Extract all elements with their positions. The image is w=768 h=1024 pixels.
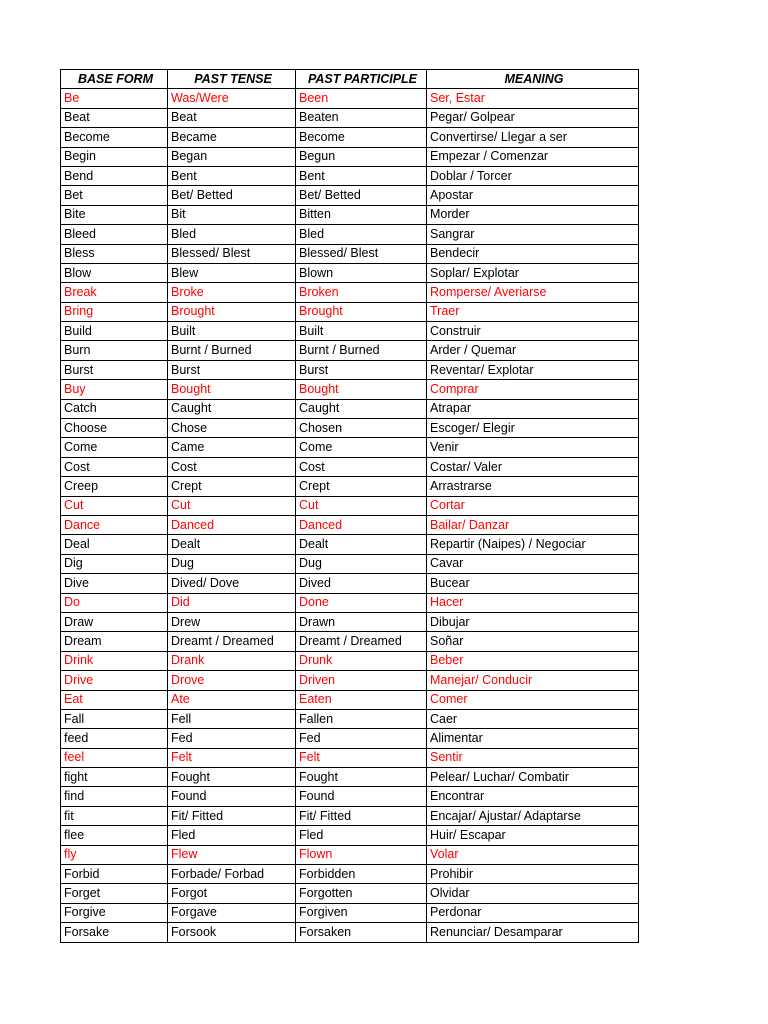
cell-past-tense: Bit: [168, 205, 296, 224]
irregular-verbs-table: [60, 69, 639, 943]
cell-base-form: Deal: [61, 535, 168, 554]
table-row: [61, 360, 639, 379]
cell-meaning: Beber: [427, 651, 639, 670]
cell-base-form: Become: [61, 128, 168, 147]
table-row: [61, 923, 639, 942]
cell-base-form: Bend: [61, 166, 168, 185]
cell-base-form: Bring: [61, 302, 168, 321]
cell-base-form: flee: [61, 826, 168, 845]
cell-meaning: Pegar/ Golpear: [427, 108, 639, 127]
cell-meaning: Bucear: [427, 574, 639, 593]
cell-past-participle: Forgotten: [296, 884, 427, 903]
cell-meaning: Huir/ Escapar: [427, 826, 639, 845]
cell-past-tense: Was/Were: [168, 89, 296, 108]
cell-past-participle: Fed: [296, 729, 427, 748]
table-row: [61, 515, 639, 534]
cell-meaning: Renunciar/ Desamparar: [427, 923, 639, 942]
cell-base-form: Fall: [61, 709, 168, 728]
cell-past-participle: Cost: [296, 457, 427, 476]
cell-meaning: Volar: [427, 845, 639, 864]
table-row: [61, 322, 639, 341]
cell-meaning: Doblar / Torcer: [427, 166, 639, 185]
cell-past-participle: Bet/ Betted: [296, 186, 427, 205]
table-row: [61, 438, 639, 457]
cell-base-form: fight: [61, 768, 168, 787]
header-meaning: MEANING: [427, 70, 639, 89]
cell-past-tense: Fled: [168, 826, 296, 845]
cell-base-form: Burst: [61, 360, 168, 379]
table-row: [61, 380, 639, 399]
table-header-row: [61, 70, 639, 89]
table-row: [61, 244, 639, 263]
cell-past-tense: Drove: [168, 671, 296, 690]
cell-past-tense: Flew: [168, 845, 296, 864]
table-row: [61, 89, 639, 108]
cell-past-participle: Forgiven: [296, 903, 427, 922]
cell-past-participle: Been: [296, 89, 427, 108]
cell-base-form: feel: [61, 748, 168, 767]
table-row: [61, 826, 639, 845]
header-past-participle: PAST PARTICIPLE: [296, 70, 427, 89]
cell-base-form: Be: [61, 89, 168, 108]
cell-meaning: Apostar: [427, 186, 639, 205]
cell-base-form: Beat: [61, 108, 168, 127]
cell-past-participle: Built: [296, 322, 427, 341]
cell-meaning: Soñar: [427, 632, 639, 651]
cell-meaning: Bendecir: [427, 244, 639, 263]
cell-past-participle: Bent: [296, 166, 427, 185]
table-row: [61, 709, 639, 728]
cell-base-form: Drive: [61, 671, 168, 690]
table-row: [61, 729, 639, 748]
cell-past-tense: Forbade/ Forbad: [168, 865, 296, 884]
table-row: [61, 574, 639, 593]
cell-past-participle: Eaten: [296, 690, 427, 709]
cell-past-tense: Bet/ Betted: [168, 186, 296, 205]
table-row: [61, 477, 639, 496]
table-row: [61, 612, 639, 631]
cell-past-tense: Danced: [168, 515, 296, 534]
cell-meaning: Hacer: [427, 593, 639, 612]
cell-past-participle: Broken: [296, 283, 427, 302]
table-row: [61, 632, 639, 651]
table-row: [61, 787, 639, 806]
cell-meaning: Costar/ Valer: [427, 457, 639, 476]
cell-meaning: Escoger/ Elegir: [427, 419, 639, 438]
cell-meaning: Caer: [427, 709, 639, 728]
table-row: [61, 554, 639, 573]
cell-base-form: Dance: [61, 515, 168, 534]
cell-past-participle: Drunk: [296, 651, 427, 670]
cell-meaning: Dibujar: [427, 612, 639, 631]
table-row: [61, 225, 639, 244]
cell-past-participle: Dived: [296, 574, 427, 593]
cell-base-form: Build: [61, 322, 168, 341]
cell-past-tense: Fell: [168, 709, 296, 728]
cell-meaning: Arder / Quemar: [427, 341, 639, 360]
cell-past-tense: Felt: [168, 748, 296, 767]
cell-past-tense: Forgot: [168, 884, 296, 903]
cell-past-participle: Danced: [296, 515, 427, 534]
cell-meaning: Reventar/ Explotar: [427, 360, 639, 379]
cell-past-tense: Drew: [168, 612, 296, 631]
table-row: [61, 865, 639, 884]
cell-past-participle: Brought: [296, 302, 427, 321]
cell-past-tense: Dealt: [168, 535, 296, 554]
cell-past-participle: Dreamt / Dreamed: [296, 632, 427, 651]
cell-meaning: Encontrar: [427, 787, 639, 806]
cell-past-tense: Blew: [168, 263, 296, 282]
table-row: [61, 263, 639, 282]
cell-base-form: Creep: [61, 477, 168, 496]
cell-past-participle: Bitten: [296, 205, 427, 224]
cell-meaning: Cortar: [427, 496, 639, 515]
cell-base-form: Drink: [61, 651, 168, 670]
cell-past-tense: Cost: [168, 457, 296, 476]
cell-base-form: Choose: [61, 419, 168, 438]
header-past-tense: PAST TENSE: [168, 70, 296, 89]
cell-past-tense: Became: [168, 128, 296, 147]
cell-past-tense: Fed: [168, 729, 296, 748]
cell-meaning: Traer: [427, 302, 639, 321]
cell-meaning: Empezar / Comenzar: [427, 147, 639, 166]
table-row: [61, 535, 639, 554]
cell-past-participle: Come: [296, 438, 427, 457]
cell-meaning: Bailar/ Danzar: [427, 515, 639, 534]
cell-base-form: Break: [61, 283, 168, 302]
cell-past-tense: Burst: [168, 360, 296, 379]
cell-past-tense: Forsook: [168, 923, 296, 942]
cell-meaning: Cavar: [427, 554, 639, 573]
cell-past-tense: Did: [168, 593, 296, 612]
cell-past-tense: Forgave: [168, 903, 296, 922]
cell-base-form: fit: [61, 806, 168, 825]
header-base-form: BASE FORM: [61, 70, 168, 89]
table-row: [61, 671, 639, 690]
cell-meaning: Venir: [427, 438, 639, 457]
table-row: [61, 166, 639, 185]
cell-past-participle: Beaten: [296, 108, 427, 127]
table-row: [61, 903, 639, 922]
cell-meaning: Encajar/ Ajustar/ Adaptarse: [427, 806, 639, 825]
cell-meaning: Olvidar: [427, 884, 639, 903]
cell-base-form: Bet: [61, 186, 168, 205]
cell-past-tense: Drank: [168, 651, 296, 670]
table-row: [61, 748, 639, 767]
cell-meaning: Alimentar: [427, 729, 639, 748]
cell-past-participle: Forbidden: [296, 865, 427, 884]
cell-past-participle: Blown: [296, 263, 427, 282]
cell-meaning: Arrastrarse: [427, 477, 639, 496]
cell-past-participle: Fallen: [296, 709, 427, 728]
cell-meaning: Perdonar: [427, 903, 639, 922]
cell-base-form: Come: [61, 438, 168, 457]
cell-base-form: Buy: [61, 380, 168, 399]
cell-base-form: Cut: [61, 496, 168, 515]
table-row: [61, 651, 639, 670]
cell-past-participle: Forsaken: [296, 923, 427, 942]
cell-meaning: Pelear/ Luchar/ Combatir: [427, 768, 639, 787]
cell-past-participle: Cut: [296, 496, 427, 515]
cell-meaning: Comprar: [427, 380, 639, 399]
cell-meaning: Prohibir: [427, 865, 639, 884]
cell-base-form: Blow: [61, 263, 168, 282]
cell-base-form: find: [61, 787, 168, 806]
cell-past-participle: Dug: [296, 554, 427, 573]
cell-past-participle: Caught: [296, 399, 427, 418]
cell-base-form: Burn: [61, 341, 168, 360]
cell-meaning: Construir: [427, 322, 639, 341]
cell-base-form: Bleed: [61, 225, 168, 244]
table-row: [61, 496, 639, 515]
cell-past-participle: Begun: [296, 147, 427, 166]
cell-base-form: Forsake: [61, 923, 168, 942]
cell-past-participle: Chosen: [296, 419, 427, 438]
cell-base-form: feed: [61, 729, 168, 748]
table-row: [61, 147, 639, 166]
cell-past-tense: Bent: [168, 166, 296, 185]
cell-past-tense: Began: [168, 147, 296, 166]
cell-base-form: Forgive: [61, 903, 168, 922]
cell-past-participle: Bought: [296, 380, 427, 399]
table-row: [61, 845, 639, 864]
cell-past-tense: Broke: [168, 283, 296, 302]
table-row: [61, 186, 639, 205]
cell-past-tense: Came: [168, 438, 296, 457]
table-row: [61, 457, 639, 476]
table-row: [61, 128, 639, 147]
table-row: [61, 283, 639, 302]
cell-past-tense: Blessed/ Blest: [168, 244, 296, 263]
table-row: [61, 884, 639, 903]
cell-past-tense: Bought: [168, 380, 296, 399]
cell-base-form: Dive: [61, 574, 168, 593]
table-row: [61, 108, 639, 127]
cell-past-tense: Caught: [168, 399, 296, 418]
cell-past-tense: Built: [168, 322, 296, 341]
cell-past-participle: Burst: [296, 360, 427, 379]
cell-base-form: Draw: [61, 612, 168, 631]
cell-past-participle: Burnt / Burned: [296, 341, 427, 360]
table-row: [61, 302, 639, 321]
cell-past-tense: Bled: [168, 225, 296, 244]
cell-base-form: Catch: [61, 399, 168, 418]
cell-meaning: Morder: [427, 205, 639, 224]
table-row: [61, 768, 639, 787]
cell-meaning: Manejar/ Conducir: [427, 671, 639, 690]
cell-meaning: Convertirse/ Llegar a ser: [427, 128, 639, 147]
cell-meaning: Atrapar: [427, 399, 639, 418]
cell-past-participle: Fled: [296, 826, 427, 845]
cell-past-participle: Crept: [296, 477, 427, 496]
cell-past-participle: Blessed/ Blest: [296, 244, 427, 263]
cell-meaning: Sentir: [427, 748, 639, 767]
cell-past-tense: Dived/ Dove: [168, 574, 296, 593]
cell-base-form: Bless: [61, 244, 168, 263]
cell-base-form: Forbid: [61, 865, 168, 884]
cell-meaning: Soplar/ Explotar: [427, 263, 639, 282]
table-row: [61, 593, 639, 612]
cell-past-tense: Cut: [168, 496, 296, 515]
cell-past-participle: Done: [296, 593, 427, 612]
cell-base-form: Dream: [61, 632, 168, 651]
cell-base-form: Forget: [61, 884, 168, 903]
cell-past-participle: Flown: [296, 845, 427, 864]
cell-past-participle: Become: [296, 128, 427, 147]
cell-base-form: Begin: [61, 147, 168, 166]
cell-past-participle: Found: [296, 787, 427, 806]
cell-meaning: Comer: [427, 690, 639, 709]
cell-past-tense: Ate: [168, 690, 296, 709]
cell-past-tense: Dug: [168, 554, 296, 573]
cell-base-form: Dig: [61, 554, 168, 573]
table-body: [61, 89, 639, 942]
cell-past-tense: Burnt / Burned: [168, 341, 296, 360]
cell-past-participle: Felt: [296, 748, 427, 767]
cell-past-participle: Fit/ Fitted: [296, 806, 427, 825]
cell-past-tense: Beat: [168, 108, 296, 127]
cell-base-form: Eat: [61, 690, 168, 709]
cell-base-form: Cost: [61, 457, 168, 476]
cell-meaning: Ser, Estar: [427, 89, 639, 108]
cell-base-form: Bite: [61, 205, 168, 224]
cell-past-participle: Dealt: [296, 535, 427, 554]
cell-past-tense: Fought: [168, 768, 296, 787]
cell-past-participle: Drawn: [296, 612, 427, 631]
cell-past-participle: Bled: [296, 225, 427, 244]
cell-past-participle: Driven: [296, 671, 427, 690]
cell-meaning: Romperse/ Averiarse: [427, 283, 639, 302]
table-row: [61, 205, 639, 224]
table-row: [61, 690, 639, 709]
cell-past-participle: Fought: [296, 768, 427, 787]
cell-base-form: fly: [61, 845, 168, 864]
table-row: [61, 399, 639, 418]
cell-past-tense: Dreamt / Dreamed: [168, 632, 296, 651]
cell-meaning: Repartir (Naipes) / Negociar: [427, 535, 639, 554]
table-row: [61, 806, 639, 825]
cell-past-tense: Brought: [168, 302, 296, 321]
cell-base-form: Do: [61, 593, 168, 612]
cell-past-tense: Crept: [168, 477, 296, 496]
cell-past-tense: Found: [168, 787, 296, 806]
cell-meaning: Sangrar: [427, 225, 639, 244]
cell-past-tense: Chose: [168, 419, 296, 438]
table-row: [61, 341, 639, 360]
cell-past-tense: Fit/ Fitted: [168, 806, 296, 825]
table-row: [61, 419, 639, 438]
